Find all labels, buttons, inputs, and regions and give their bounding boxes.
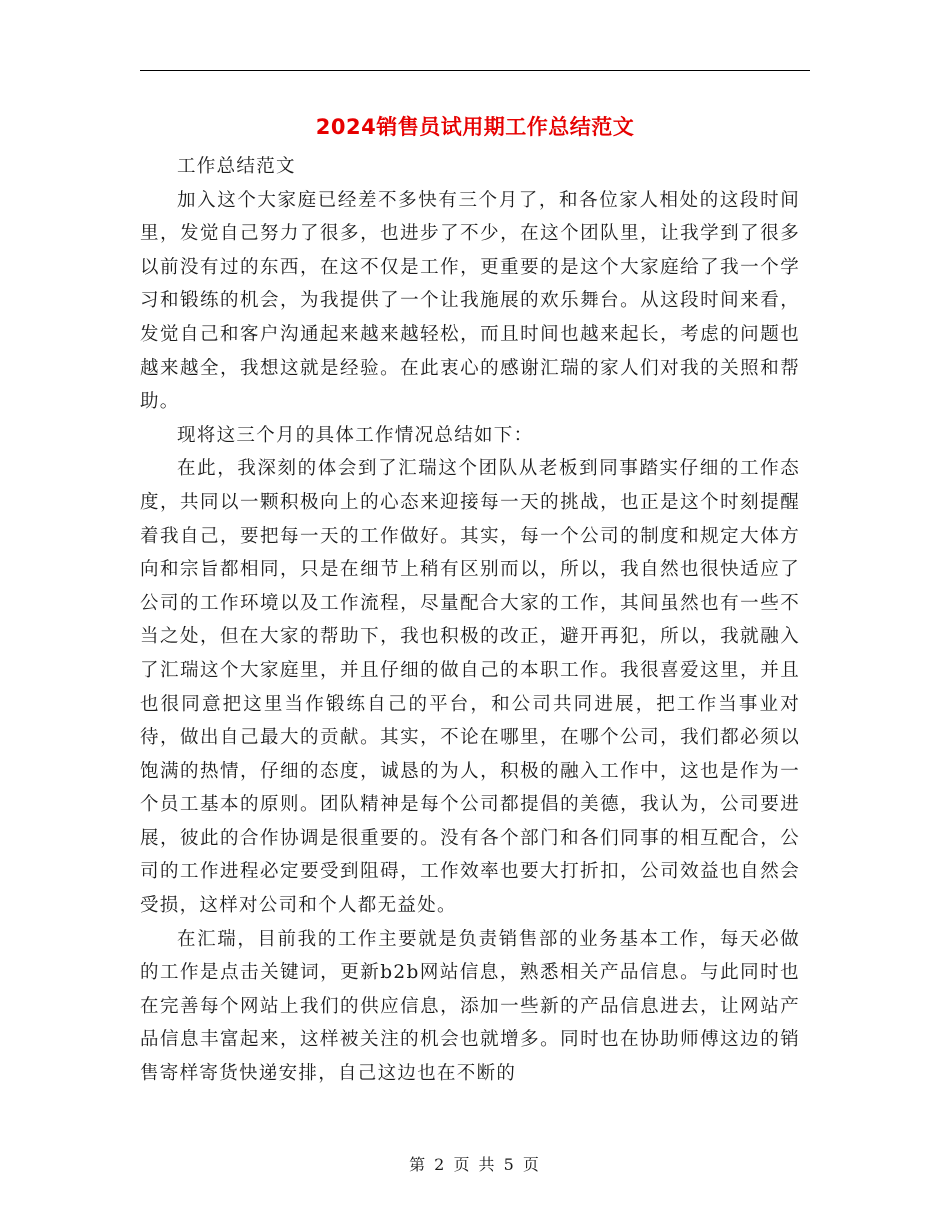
header-rule <box>140 70 810 71</box>
document-title: 2024销售员试用期工作总结范文 <box>315 115 635 139</box>
paragraph-duties: 在汇瑞，目前我的工作主要就是负责销售部的业务基本工作，每天必做的工作是点击关键词，更新b2b网站信息，熟悉相关产品信息。与此同时也在完善每个网站上我们的供应信息，添加一些新的产品信息进去，让网站产品信息丰富起来，这样被关注的机会也就增多。同时也在协助师傅这边的销售寄样寄货快递安排，自己这边也在不断的 <box>140 928 800 1085</box>
document-body <box>140 150 800 1091</box>
paragraph-summary-lead: 现将这三个月的具体工作情况总结如下： <box>177 424 534 446</box>
paragraph-intro: 加入这个大家庭已经差不多快有三个月了，和各位家人相处的这段时间里，发觉自己努力了很多，也进步了不少，在这个团队里，让我学到了很多以前没有过的东西，在这不仅是工作，更重要的是这个大家庭给了我一个学习和锻练的机会，为我提供了一个让我施展的欢乐舞台。从这段时间来看，发觉自己和客户沟通起来越来越轻松，而且时间也越来起长，考虑的问题也越来越全，我想这就是经验。在此衷心的感谢汇瑞的家人们对我的关照和帮助。 <box>140 189 800 413</box>
paragraph-teamwork: 在此，我深刻的体会到了汇瑞这个团队从老板到同事踏实仔细的工作态度，共同以一颗积极向上的心态来迎接每一天的挑战，也正是这个时刻提醒着我自己，要把每一天的工作做好。其实，每一个公司的制度和规定大体方向和宗旨都相同，只是在细节上稍有区别而以，所以，我自然也很快适应了公司的工作环境以及工作流程，尽量配合大家的工作，其间虽然也有一些不当之处，但在大家的帮助下，我也积极的改正，避开再犯，所以，我就融入了汇瑞这个大家庭里，并且仔细的做自己的本职工作。我很喜爱这里，并且也很同意把这里当作锻练自己的平台，和公司共同进展，把工作当事业对待，做出自己最大的贡献。其实，不论在哪里，在哪个公司，我们都必须以饱满的热情，仔细的态度，诚恳的为人，积极的融入工作中，这也是作为一个员工基本的原则。团队精神是每个公司都提倡的美德，我认为，公司要进展，彼此的合作协调是很重要的。没有各个部门和各们同事的相互配合，公司的工作进程必定要受到阻碍，工作效率也要大打折扣，公司效益也自然会受损，这样对公司和个人都无益处。 <box>140 458 800 917</box>
page-footer: 第 2 页 共 5 页 <box>409 1155 541 1174</box>
section-heading: 工作总结范文 <box>177 156 296 177</box>
